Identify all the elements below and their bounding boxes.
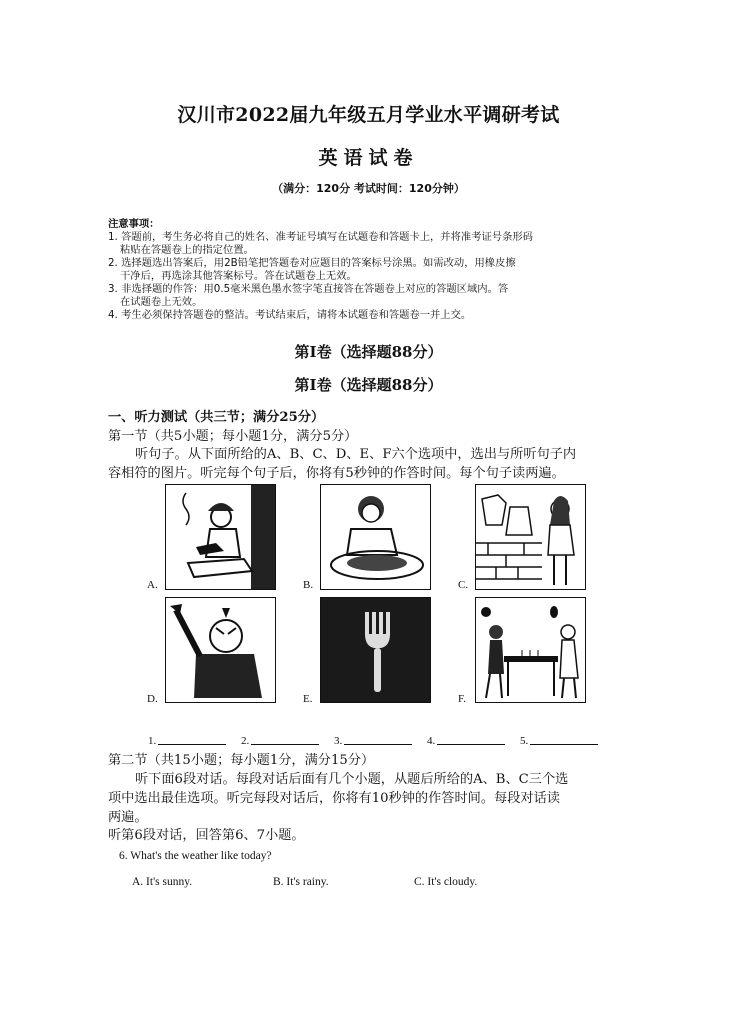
part2-instruction: 两遍。 <box>108 810 148 825</box>
score-time-line: （满分：120分 考试时间：120分钟） <box>272 182 465 195</box>
answer-blank-2[interactable] <box>241 733 319 747</box>
part2-instruction: 听下面6段对话。每段对话后面有几个小题，从题后所给的A、B、C三个选 <box>135 772 569 787</box>
answer-blank-5[interactable] <box>520 733 598 747</box>
fork-icon <box>321 598 430 702</box>
volume-heading: 第Ⅰ卷（选择题88分） <box>294 343 443 361</box>
picture-label-a: A. <box>147 579 158 591</box>
washing-dishes-icon <box>321 485 430 589</box>
picture-label-d: D. <box>147 693 158 705</box>
notes-item: 干净后，再选涂其他答案标号。答在试题卷上无效。 <box>120 270 357 282</box>
section-heading-listening: 一、听力测试（共三节；满分25分） <box>108 410 325 425</box>
answer-blank-label: 1. <box>148 735 157 747</box>
notes-item: 3. 非选择题的作答：用0.5毫米黑色墨水签字笔直接答在答题卷上对应的答题区域内。答 <box>108 283 509 295</box>
answer-blank-4[interactable] <box>427 733 505 747</box>
question-6-option-b[interactable]: B. It's rainy. <box>273 876 329 888</box>
notes-block <box>108 218 648 322</box>
answer-blank-3[interactable] <box>334 733 412 747</box>
picture-label-b: B. <box>303 579 314 591</box>
question-6-stem: 6. What's the weather like today? <box>119 850 272 862</box>
picture-a <box>165 484 276 590</box>
notes-item: 在试题卷上无效。 <box>120 296 203 308</box>
part2-heading: 第二节（共15小题；每小题1分，满分15分） <box>108 753 375 768</box>
answer-blank-label: 2. <box>241 735 250 747</box>
question-6-option-a[interactable]: A. It's sunny. <box>132 876 193 888</box>
dialog-intro: 听第6段对话，回答第6、7小题。 <box>108 828 305 843</box>
volume-heading: 第Ⅰ卷（选择题88分） <box>294 376 443 394</box>
part1-instruction: 容相符的图片。听完每个句子后，你将有5秒钟的作答时间。每个句子读两遍。 <box>108 466 565 481</box>
answer-blank-label: 4. <box>427 735 436 747</box>
shopping-clothes-icon <box>476 485 585 589</box>
answer-blank-label: 3. <box>334 735 343 747</box>
notes-item: 1. 答题前，考生务必将自己的姓名、准考证号填写在试题卷和答题卡上，并将准考证号条形码 <box>108 231 533 243</box>
picture-b <box>320 484 431 590</box>
picture-f <box>475 597 586 703</box>
picture-label-c: C. <box>458 579 469 591</box>
picture-e <box>320 597 431 703</box>
table-tennis-icon <box>476 598 585 702</box>
picture-c <box>475 484 586 590</box>
exam-subtitle: 英语试卷 <box>318 147 419 169</box>
picture-label-f: F. <box>458 693 466 705</box>
notes-item: 4. 考生必须保持答题卷的整洁。考试结束后，请将本试题卷和答题卷一并上交。 <box>108 309 472 321</box>
exam-title: 汉川市2022届九年级五月学业水平调研考试 <box>177 104 560 126</box>
part1-instruction: 听句子。从下面所给的A、B、C、D、E、F六个选项中，选出与所听句子内 <box>135 447 577 462</box>
picture-d <box>165 597 276 703</box>
part2-instruction: 项中选出最佳选项。听完每段对话后，你将有10秒钟的作答时间。每段对话读 <box>108 791 560 806</box>
notes-item: 粘贴在答题卷上的指定位置。 <box>120 244 254 256</box>
picture-label-e: E. <box>303 693 313 705</box>
question-6-option-c[interactable]: C. It's cloudy. <box>414 876 478 888</box>
answer-blank-1[interactable] <box>148 733 226 747</box>
superhero-icon <box>166 598 275 702</box>
answer-blank-label: 5. <box>520 735 529 747</box>
part1-heading: 第一节（共5小题；每小题1分，满分5分） <box>108 429 358 444</box>
notes-item: 2. 选择题选出答案后，用2B铅笔把答题卷对应题目的答案标号涂黑。如需改动，用橡皮擦 <box>108 257 516 269</box>
notes-heading: 注意事项： <box>108 218 160 230</box>
ironing-clothes-icon <box>166 485 275 589</box>
